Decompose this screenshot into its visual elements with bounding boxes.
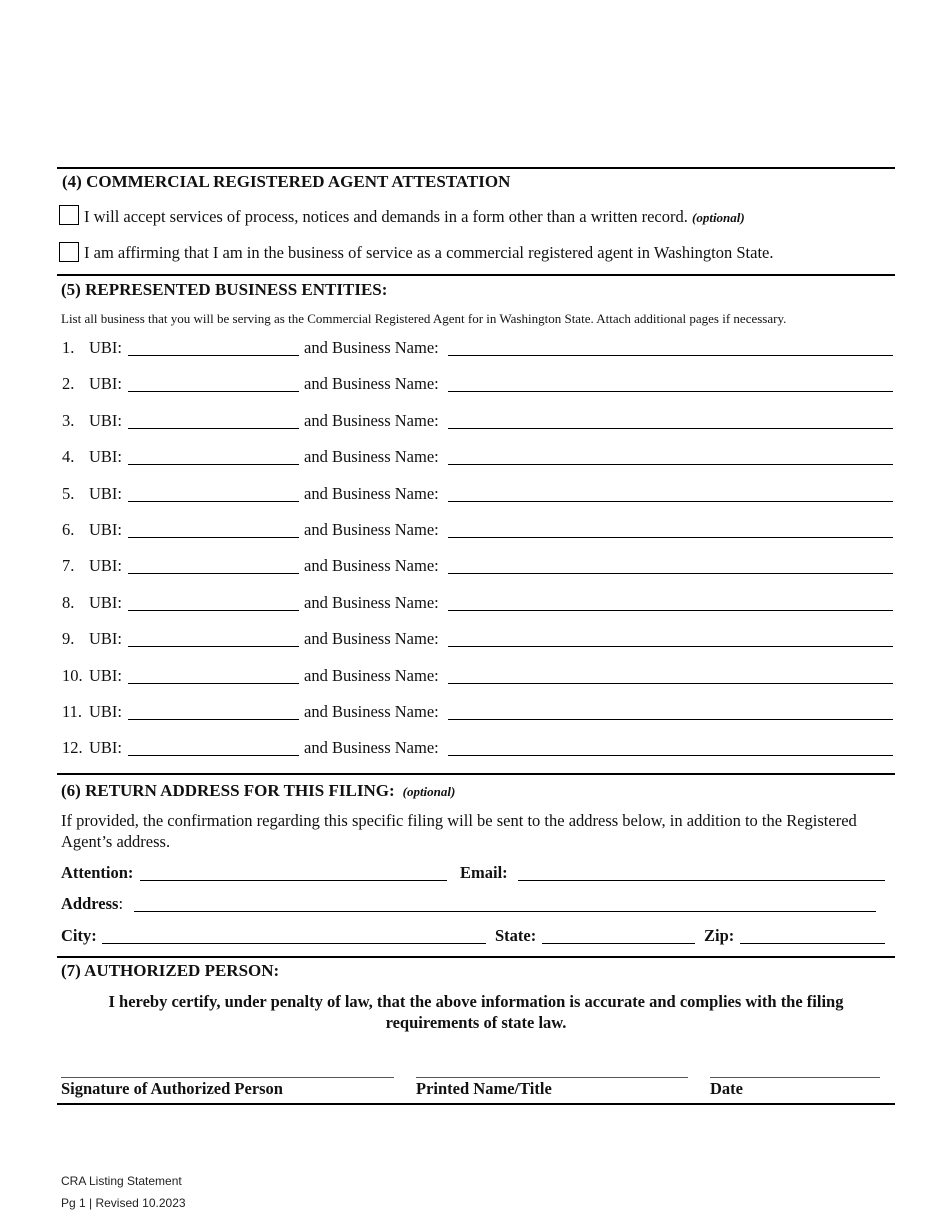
row-number: 12. <box>62 738 83 757</box>
ubi-field[interactable] <box>128 573 299 574</box>
row-number: 3. <box>62 411 75 430</box>
ubi-label: UBI: <box>89 593 122 612</box>
ubi-field[interactable] <box>128 683 299 684</box>
business-name-label: and Business Name: <box>304 629 439 648</box>
business-name-field[interactable] <box>448 355 893 356</box>
state-label: State: <box>495 926 537 945</box>
business-name-field[interactable] <box>448 464 893 465</box>
section6-title: (6) RETURN ADDRESS FOR THIS FILING: <box>61 781 395 800</box>
business-name-field[interactable] <box>448 646 893 647</box>
business-name-field[interactable] <box>448 501 893 502</box>
business-name-field[interactable] <box>448 537 893 538</box>
accept-non-written-label: I will accept services of process, notices and demands in a form other than a written record. (optional) <box>84 207 745 226</box>
business-name-field[interactable] <box>448 610 893 611</box>
section-divider <box>57 1103 895 1105</box>
optional-note: (optional) <box>692 210 745 225</box>
entity-row <box>0 738 950 768</box>
business-name-label: and Business Name: <box>304 520 439 539</box>
ubi-label: UBI: <box>89 702 122 721</box>
email-label: Email: <box>460 863 508 882</box>
entity-row <box>0 338 950 368</box>
signature-field[interactable] <box>61 1077 394 1078</box>
section-divider <box>57 773 895 775</box>
address-field[interactable] <box>134 911 876 912</box>
section-divider <box>57 956 895 958</box>
attention-label: Attention: <box>61 863 134 882</box>
business-name-field[interactable] <box>448 428 893 429</box>
row-number: 4. <box>62 447 75 466</box>
address-label-wrap: Address: <box>61 894 124 913</box>
business-name-label: and Business Name: <box>304 374 439 393</box>
section6-header <box>61 781 455 801</box>
row-number: 7. <box>62 556 75 575</box>
section6-description: If provided, the confirmation regarding this specific filing will be sent to the address below, in addition to the Registered Agent’s address. <box>61 811 857 851</box>
ubi-label: UBI: <box>89 629 122 648</box>
ubi-field[interactable] <box>128 719 299 720</box>
affirm-commercial-agent-checkbox[interactable] <box>59 242 79 262</box>
ubi-field[interactable] <box>128 610 299 611</box>
signature-label: Signature of Authorized Person <box>61 1079 283 1098</box>
ubi-field[interactable] <box>128 464 299 465</box>
printed-name-label: Printed Name/Title <box>416 1079 552 1098</box>
section7-title: (7) AUTHORIZED PERSON: <box>61 961 280 980</box>
address-label: Address <box>61 894 119 913</box>
ubi-field[interactable] <box>128 501 299 502</box>
business-name-field[interactable] <box>448 573 893 574</box>
entity-row <box>0 447 950 477</box>
affirm-commercial-agent-label: I am affirming that I am in the business of service as a commercial registered agent in Washington State. <box>84 243 774 262</box>
attention-field[interactable] <box>140 880 447 881</box>
ubi-field[interactable] <box>128 428 299 429</box>
business-name-label: and Business Name: <box>304 411 439 430</box>
ubi-label: UBI: <box>89 447 122 466</box>
row-number: 5. <box>62 484 75 503</box>
optional-note: (optional) <box>402 784 456 799</box>
section5-instructions: List all business that you will be serving as the Commercial Registered Agent for in Washington State. Attach additional pages if necessary. <box>61 311 787 326</box>
entity-row <box>0 629 950 659</box>
ubi-label: UBI: <box>89 738 122 757</box>
row-number: 11. <box>62 702 83 721</box>
ubi-label: UBI: <box>89 374 122 393</box>
ubi-field[interactable] <box>128 355 299 356</box>
row-number: 1. <box>62 338 75 357</box>
city-label: City: <box>61 926 97 945</box>
business-name-label: and Business Name: <box>304 593 439 612</box>
printed-name-field[interactable] <box>416 1077 688 1078</box>
business-name-label: and Business Name: <box>304 702 439 721</box>
section-divider <box>57 274 895 276</box>
entity-row <box>0 374 950 404</box>
ubi-field[interactable] <box>128 391 299 392</box>
zip-field[interactable] <box>740 943 885 944</box>
city-field[interactable] <box>102 943 486 944</box>
email-field[interactable] <box>518 880 885 881</box>
row-number: 2. <box>62 374 75 393</box>
ubi-label: UBI: <box>89 484 122 503</box>
business-name-label: and Business Name: <box>304 447 439 466</box>
certification-statement: I hereby certify, under penalty of law, that the above information is accurate and complies with the filing requirements of state law. <box>108 992 844 1032</box>
footer-page-info: Pg 1 | Revised 10.2023 <box>61 1196 186 1210</box>
business-name-label: and Business Name: <box>304 338 439 357</box>
section5-title: (5) REPRESENTED BUSINESS ENTITIES: <box>61 280 388 299</box>
ubi-label: UBI: <box>89 411 122 430</box>
accept-non-written-checkbox[interactable] <box>59 205 79 225</box>
entity-row <box>0 593 950 623</box>
business-name-field[interactable] <box>448 683 893 684</box>
entity-row <box>0 411 950 441</box>
row-number: 9. <box>62 629 75 648</box>
section4-title: (4) COMMERCIAL REGISTERED AGENT ATTESTATION <box>62 172 511 191</box>
business-name-label: and Business Name: <box>304 556 439 575</box>
date-field[interactable] <box>710 1077 880 1078</box>
zip-label: Zip: <box>704 926 735 945</box>
entity-row <box>0 520 950 550</box>
ubi-field[interactable] <box>128 537 299 538</box>
entity-row <box>0 666 950 696</box>
business-name-field[interactable] <box>448 755 893 756</box>
ubi-label: UBI: <box>89 666 122 685</box>
ubi-label: UBI: <box>89 556 122 575</box>
business-name-field[interactable] <box>448 391 893 392</box>
row-number: 10. <box>62 666 83 685</box>
row-number: 6. <box>62 520 75 539</box>
entity-row <box>0 556 950 586</box>
business-name-field[interactable] <box>448 719 893 720</box>
business-name-label: and Business Name: <box>304 738 439 757</box>
ubi-label: UBI: <box>89 520 122 539</box>
ubi-field[interactable] <box>128 646 299 647</box>
business-name-label: and Business Name: <box>304 666 439 685</box>
date-label: Date <box>710 1079 743 1098</box>
ubi-field[interactable] <box>128 755 299 756</box>
business-name-label: and Business Name: <box>304 484 439 503</box>
footer-form-name: CRA Listing Statement <box>61 1174 182 1188</box>
ubi-label: UBI: <box>89 338 122 357</box>
entity-row <box>0 484 950 514</box>
state-field[interactable] <box>542 943 695 944</box>
row-number: 8. <box>62 593 75 612</box>
entity-row <box>0 702 950 732</box>
section-divider <box>57 167 895 169</box>
